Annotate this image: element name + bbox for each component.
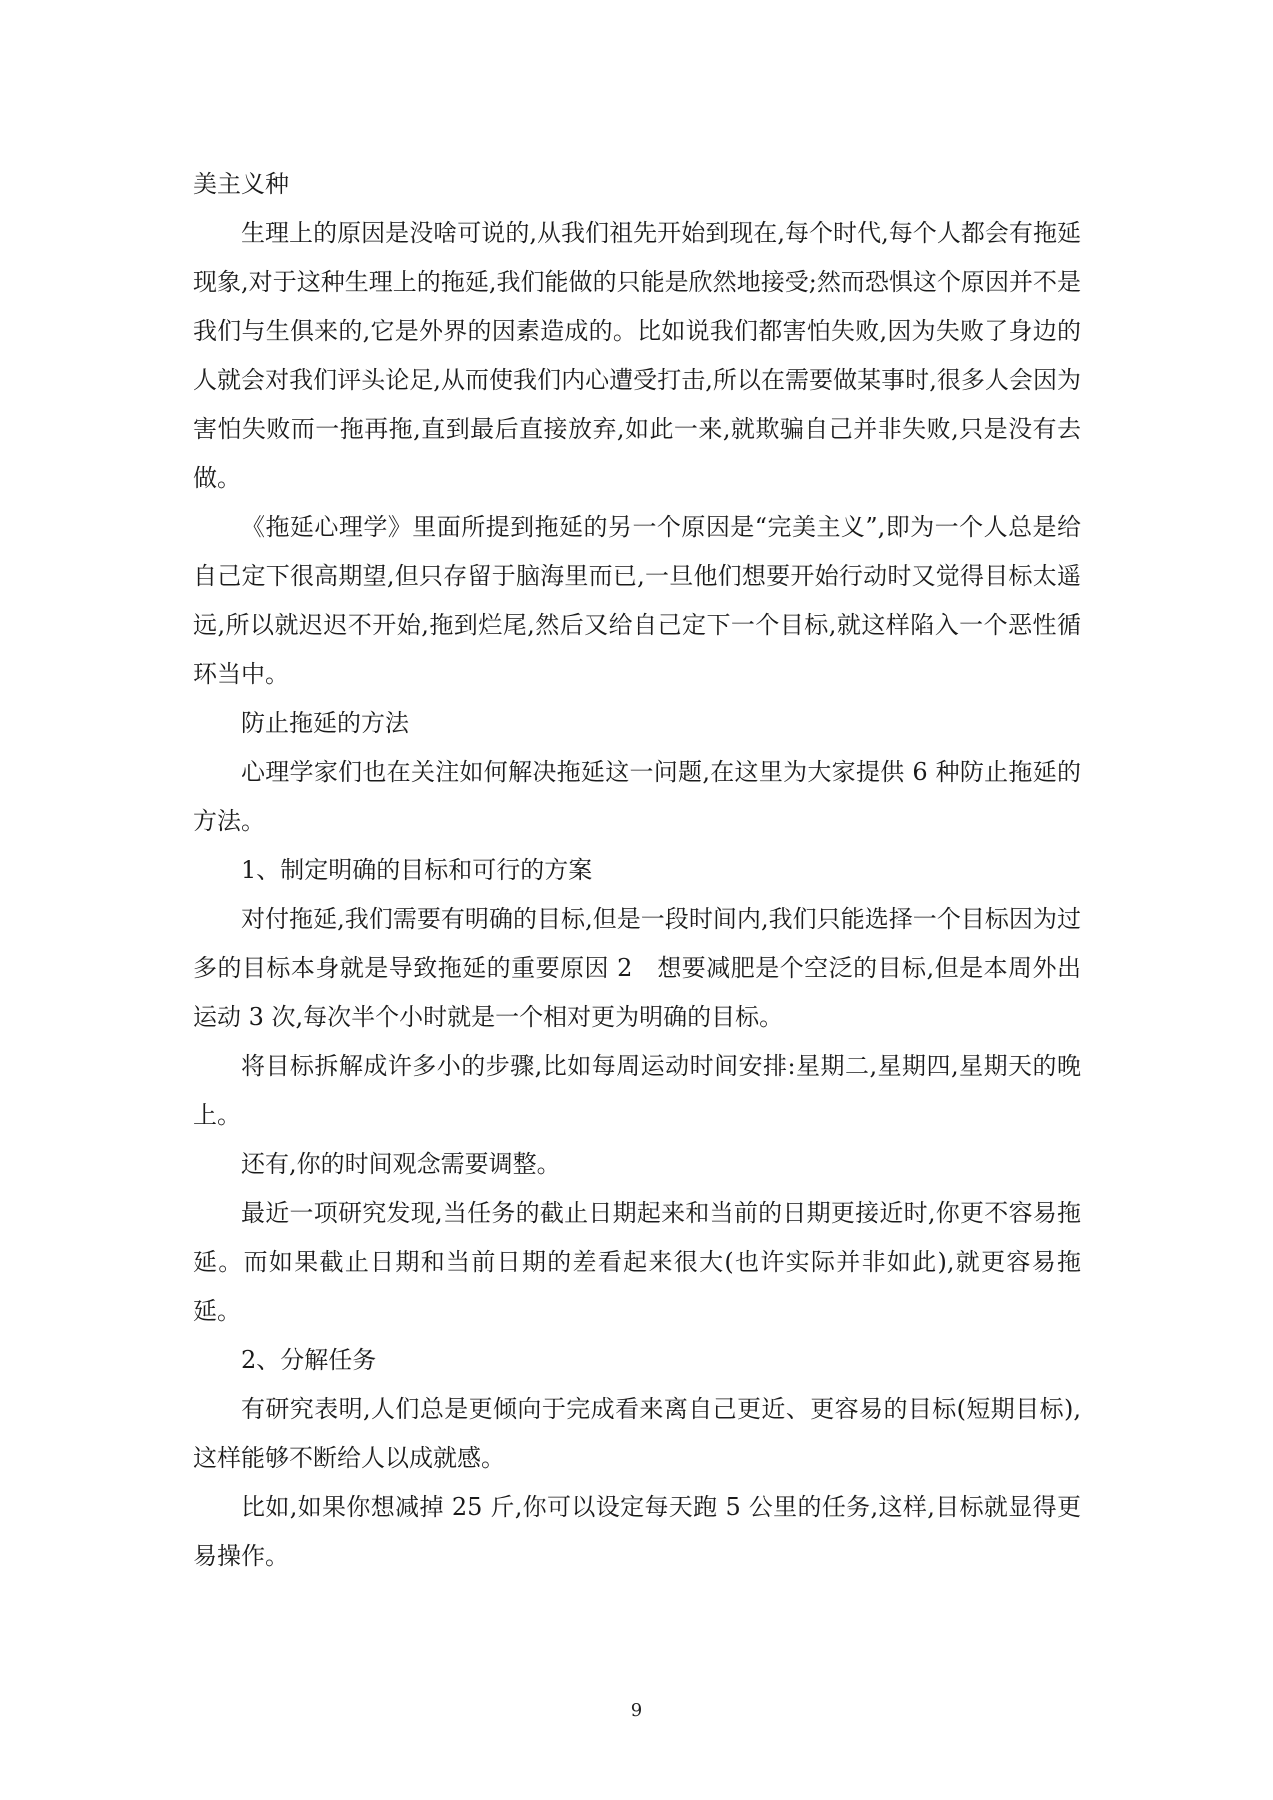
paragraph-continuation: 美主义种 xyxy=(193,170,289,198)
page-number: 9 xyxy=(630,1700,643,1721)
paragraph-perfectionism: 《拖延心理学》里面所提到拖延的另一个原因是“完美主义”,即为一个人总是给自己定下很高期望,但只存留于脑海里而已,一旦他们想要开始行动时又觉得目标太遥远,所以就迟迟不开始,拖到烂尾,然后又给自己定下一个目标,就这样陷入一个恶性循环当中。 xyxy=(193,513,1081,688)
paragraph-example-weight-loss: 比如,如果你想减掉 25 斤,你可以设定每天跑 5 公里的任务,这样,目标就显得更易操作。 xyxy=(193,1493,1081,1570)
paragraph-short-term-goals: 有研究表明,人们总是更倾向于完成看来离自己更近、更容易的目标(短期目标),这样能够不断给人以成就感。 xyxy=(193,1395,1081,1472)
paragraph-break-down-goals: 将目标拆解成许多小的步骤,比如每周运动时间安排:星期二,星期四,星期天的晚上。 xyxy=(193,1052,1081,1129)
subheading-method-2: 2、分解任务 xyxy=(241,1346,377,1374)
paragraph-clear-goals: 对付拖延,我们需要有明确的目标,但是一段时间内,我们只能选择一个目标因为过多的目标本身就是导致拖延的重要原因 2 想要减肥是个空泛的目标,但是本周外出运动 3 次,每次半个小时就是一个相对更为明确的目标。 xyxy=(193,905,1081,1031)
paragraph-time-concept: 还有,你的时间观念需要调整。 xyxy=(241,1150,561,1178)
page-body xyxy=(193,160,1081,1581)
subheading-method-1: 1、制定明确的目标和可行的方案 xyxy=(241,856,593,884)
paragraph-methods-intro: 心理学家们也在关注如何解决拖延这一问题,在这里为大家提供 6 种防止拖延的方法。 xyxy=(193,758,1081,835)
paragraph-physiological-fear: 生理上的原因是没啥可说的,从我们祖先开始到现在,每个时代,每个人都会有拖延现象,对于这种生理上的拖延,我们能做的只能是欣然地接受;然而恐惧这个原因并不是我们与生俱来的,它是外界的因素造成的。比如说我们都害怕失败,因为失败了身边的人就会对我们评头论足,从而使我们内心遭受打击,所以在需要做某事时,很多人会因为害怕失败而一拖再拖,直到最后直接放弃,如此一来,就欺骗自己并非失败,只是没有去做。 xyxy=(193,219,1081,492)
paragraph-deadline-research: 最近一项研究发现,当任务的截止日期起来和当前的日期更接近时,你更不容易拖延。而如果截止日期和当前日期的差看起来很大(也许实际并非如此),就更容易拖延。 xyxy=(193,1199,1081,1325)
section-heading-methods: 防止拖延的方法 xyxy=(241,709,409,737)
